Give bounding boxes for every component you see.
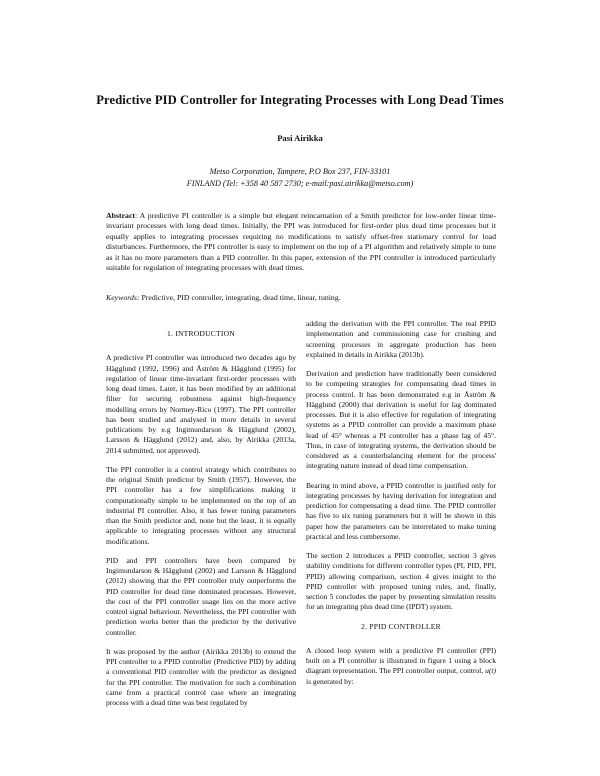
abstract-label: Abstract (106, 211, 136, 220)
author-affiliation (100, 166, 500, 189)
section-2-heading: 2. PPID CONTROLLER (361, 621, 441, 631)
ppid-text-end: is generated by: (306, 676, 354, 686)
intro-paragraph-7: Bearing in mind above, a PPID controller is justified only for integrating processes by having derivation for integration and prediction for compensating a dead time. The PPID controller has five to six tuning parameters but it will be shown in this paper how the parameters can be interrelated to make tuning practical and less cumbersome. (306, 480, 496, 541)
intro-paragraph-4: It was proposed by the author (Airikka 2013b) to extend the PPI controller to a PPID controller (Predictive PID) by adding a conventional PID controller with the predictor as designed for the PPI controller. The motivation for such a combination came from a practical control case where an integrating process with a dead time was best regulated by (106, 646, 296, 707)
intro-paragraph-3: PID and PPI controllers have been compared by Ingimundarson & Hägglund (2002) and Larsson & Hägglund (2012) showing that the PPI controller truly outperforms the PID controller for dead time dominated processes. However, the cost of the PPI controller usage lies on the more active control signal behaviour. Nevertheless, the PPI controller with prediction works better than the predictor by the derivative controller. (106, 555, 296, 637)
keywords-label: Keywords: (106, 293, 140, 302)
affiliation-line-2: FINLAND (Tel: +358 40 587 2730; e-mail:pasi.airikka@metso.com) (186, 178, 414, 188)
paper-author: Pasi Airikka (277, 133, 323, 143)
abstract-text: : A predictive PI controller is a simple but elegant reincarnation of a Smith predictor for low-order linear time-invariant processes with long dead times. Initially, the PPI was introduced for first-order plus dead time processes but it equally applies to integrating processes requiring no modifications to satisfy offset-free stationary control for load disturbances. Furthermore, the PPI controller is easy to implement on the top of a PI algorithm and relatively simple to tune as it has no more parameters than a PID controller. In this paper, extension of the PPI controller is introduced particularly suitable for regulation of integrating processes with dead times. (106, 211, 496, 273)
keywords-text: Predictive, PID controller, integrating, dead time, linear, tuning. (139, 293, 341, 302)
intro-paragraph-2: The PPI controller is a control strategy which contributes to the original Smith predictor by Smith (1957). However, the PPI controller has a few simplifications making it computationally simple to be implemented on the top of an industrial PI controller. Also, it has fewer tuning parameters than the Smith predictor and, none but the least, it is equally applicable to integrating processes without any structural modifications. (106, 464, 296, 546)
intro-paragraph-8: The section 2 introduces a PPID controller, section 3 gives stability conditions for different controller types (PI, PID, PPI, PPID) allowing comparison, section 4 gives insight to the PPID controller with proposed tuning rules, and, finally, section 5 concludes the paper by presenting simulation results for an integrating plus dead time (IPDT) system. (306, 551, 496, 612)
abstract (106, 211, 496, 273)
paper-title: Predictive PID Controller for Integrating Processes with Long Dead Times (96, 93, 504, 107)
control-signal-symbol: u(t) (485, 666, 496, 676)
right-column (306, 319, 496, 696)
ppid-paragraph-1 (306, 646, 496, 687)
intro-paragraph-1: A predictive PI controller was introduced two decades ago by Hägglund (1992, 1996) and Åström & Hägglund (1995) for regulation of linear time-invariant first-order processes with long dead times. Later, it has been modified by an additional filter for securing robustness against high-frequency modelling errors by Normey-Rico (1997). The PPI controller has been studied and analysed in more details in several publications by e.g Ingimundarson & Hägglund (2002), Larsson & Hägglund (2012) and, also, by Airikka (2013a, 2014 submitted, not approved). (106, 353, 296, 455)
intro-paragraph-6: Derivation and prediction have traditionally been considered to be competing strategies for compensating dead times in process control. It has been demonstrated e.g in Åström & Hägglund (2000) that derivation is useful for lag dominated processes. But it is also effective for regulation of integrating systems as a PPID controller can provide a maximum phase lead of 45° whereas a PI controller has a phase lag of 45°. Thus, in case of integrating systems, the derivation should be considered as a counterbalancing element for the process' integrating nature instead of dead time compensation. (306, 369, 496, 471)
ppid-text-start: A closed loop system with a predictive PI controller (PPI) built on a PI controller is illustrated in figure 1 using a block diagram representation. The PPI controller output, control, (306, 645, 496, 676)
section-1-heading: 1. INTRODUCTION (167, 329, 235, 338)
intro-paragraph-5: adding the derivation with the PPI controller. The real PPID implementation and commissioning case for crushing and screening processes in aggregate production has been explained in details in Airikka (2013b). (306, 319, 496, 359)
keywords (106, 293, 496, 303)
affiliation-line-1: Metso Corporation, Tampere, P.O Box 237, FIN-33101 (209, 167, 391, 176)
left-column (106, 329, 296, 717)
